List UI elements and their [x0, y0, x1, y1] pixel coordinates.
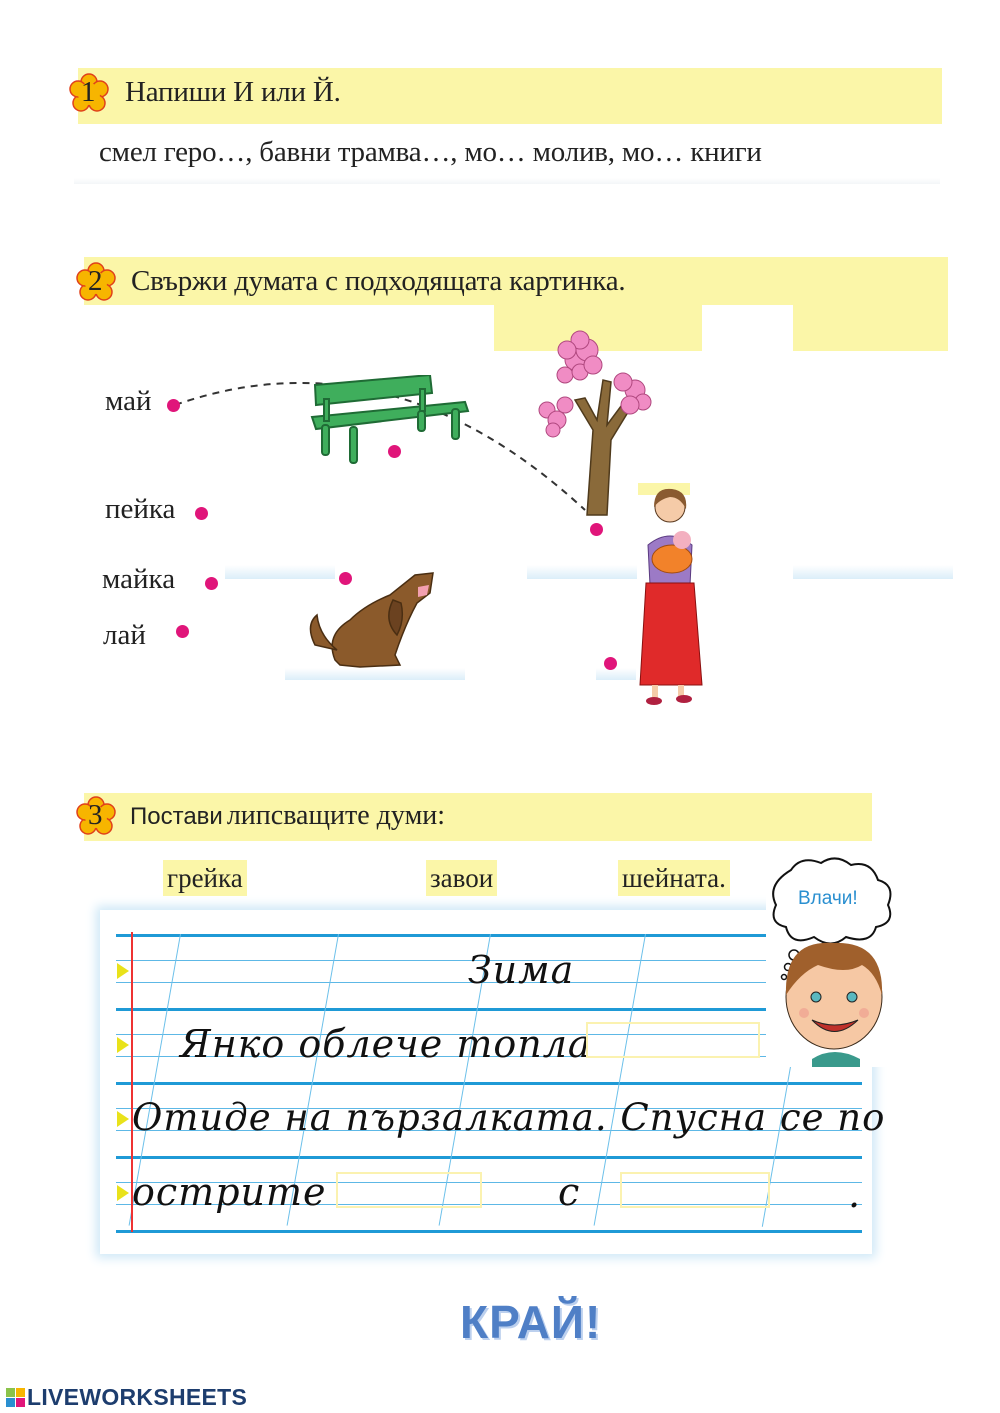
- answer-area-strip: [74, 178, 940, 184]
- story-line-3-end: .: [848, 1172, 862, 1216]
- exercise-2-header-band-ext2: [793, 305, 948, 351]
- exercise-1-title: Напиши И или Й.: [125, 76, 341, 108]
- live-blocks-icon: [6, 1388, 25, 1407]
- exercise-number-badge-3: [75, 796, 117, 838]
- exercise-3-title-part2: липсващите думи:: [226, 800, 446, 831]
- boy-with-thought-bubble: [766, 855, 902, 1067]
- thought-bubble-text: Влачи!: [798, 888, 858, 909]
- drop-zone-3[interactable]: [620, 1172, 770, 1208]
- exercise-1-sentence[interactable]: смел геро…, бавни трамва…, мо… молив, мо… книги: [99, 136, 762, 168]
- exercise-3-title-part1: Постави: [130, 803, 223, 830]
- mother-with-baby-picture[interactable]: [630, 485, 710, 710]
- notebook-page: [100, 910, 886, 1254]
- line-marker-icon: [117, 963, 129, 979]
- match-dot-peika[interactable]: [195, 507, 208, 520]
- exercise-3-title: [130, 800, 445, 832]
- ruling-line: [116, 1008, 862, 1011]
- word-label-maika: майка: [102, 563, 176, 595]
- drop-strip: [527, 565, 637, 579]
- ruling-line: [116, 1082, 862, 1085]
- story-line-2: Отиде на пързалката. Спусна се по: [132, 1096, 886, 1139]
- story-title: Зима: [468, 948, 575, 992]
- match-dot-mai[interactable]: [167, 399, 180, 412]
- story-line-1: Янко облече топла: [180, 1022, 592, 1066]
- drop-zone-1[interactable]: [586, 1022, 760, 1058]
- exercise-number: 1: [81, 76, 96, 108]
- line-marker-icon: [117, 1037, 129, 1053]
- match-dot-dog[interactable]: [339, 572, 352, 585]
- match-dot-tree[interactable]: [590, 523, 603, 536]
- exercise-2-title: Свържи думата с подходящата картинка.: [131, 265, 626, 297]
- exercise-number: 3: [88, 799, 103, 831]
- draggable-word-zavoi[interactable]: завои: [426, 860, 497, 896]
- drop-strip: [793, 565, 953, 579]
- brand-logo: [6, 1384, 247, 1411]
- word-label-peika: пейка: [105, 493, 176, 525]
- line-marker-icon: [117, 1111, 129, 1127]
- drop-zone-2[interactable]: [336, 1172, 482, 1208]
- match-dot-mother[interactable]: [604, 657, 617, 670]
- boy-icon: [766, 855, 902, 1067]
- brand-name: LIVEWORKSHEETS: [27, 1384, 248, 1410]
- exercise-number-badge-2: [75, 262, 117, 304]
- end-heading: КРАЙ!: [460, 1296, 602, 1348]
- match-dot-bench[interactable]: [388, 445, 401, 458]
- story-line-3-start: острите: [132, 1170, 327, 1214]
- ruling-line: [116, 1156, 862, 1159]
- barking-dog-picture[interactable]: [305, 565, 440, 675]
- ruling-line: [116, 1230, 862, 1233]
- match-dot-lai[interactable]: [176, 625, 189, 638]
- story-line-3-mid: с: [558, 1170, 581, 1214]
- line-marker-icon: [117, 1185, 129, 1201]
- match-dot-maika[interactable]: [205, 577, 218, 590]
- draggable-word-greika[interactable]: грейка: [163, 860, 247, 896]
- exercise-number: 2: [88, 265, 103, 297]
- draggable-word-sheinata[interactable]: шейната.: [618, 860, 730, 896]
- exercise-number-badge-1: [68, 73, 110, 115]
- word-label-mai: май: [105, 385, 152, 417]
- word-label-lai: лай: [103, 619, 146, 651]
